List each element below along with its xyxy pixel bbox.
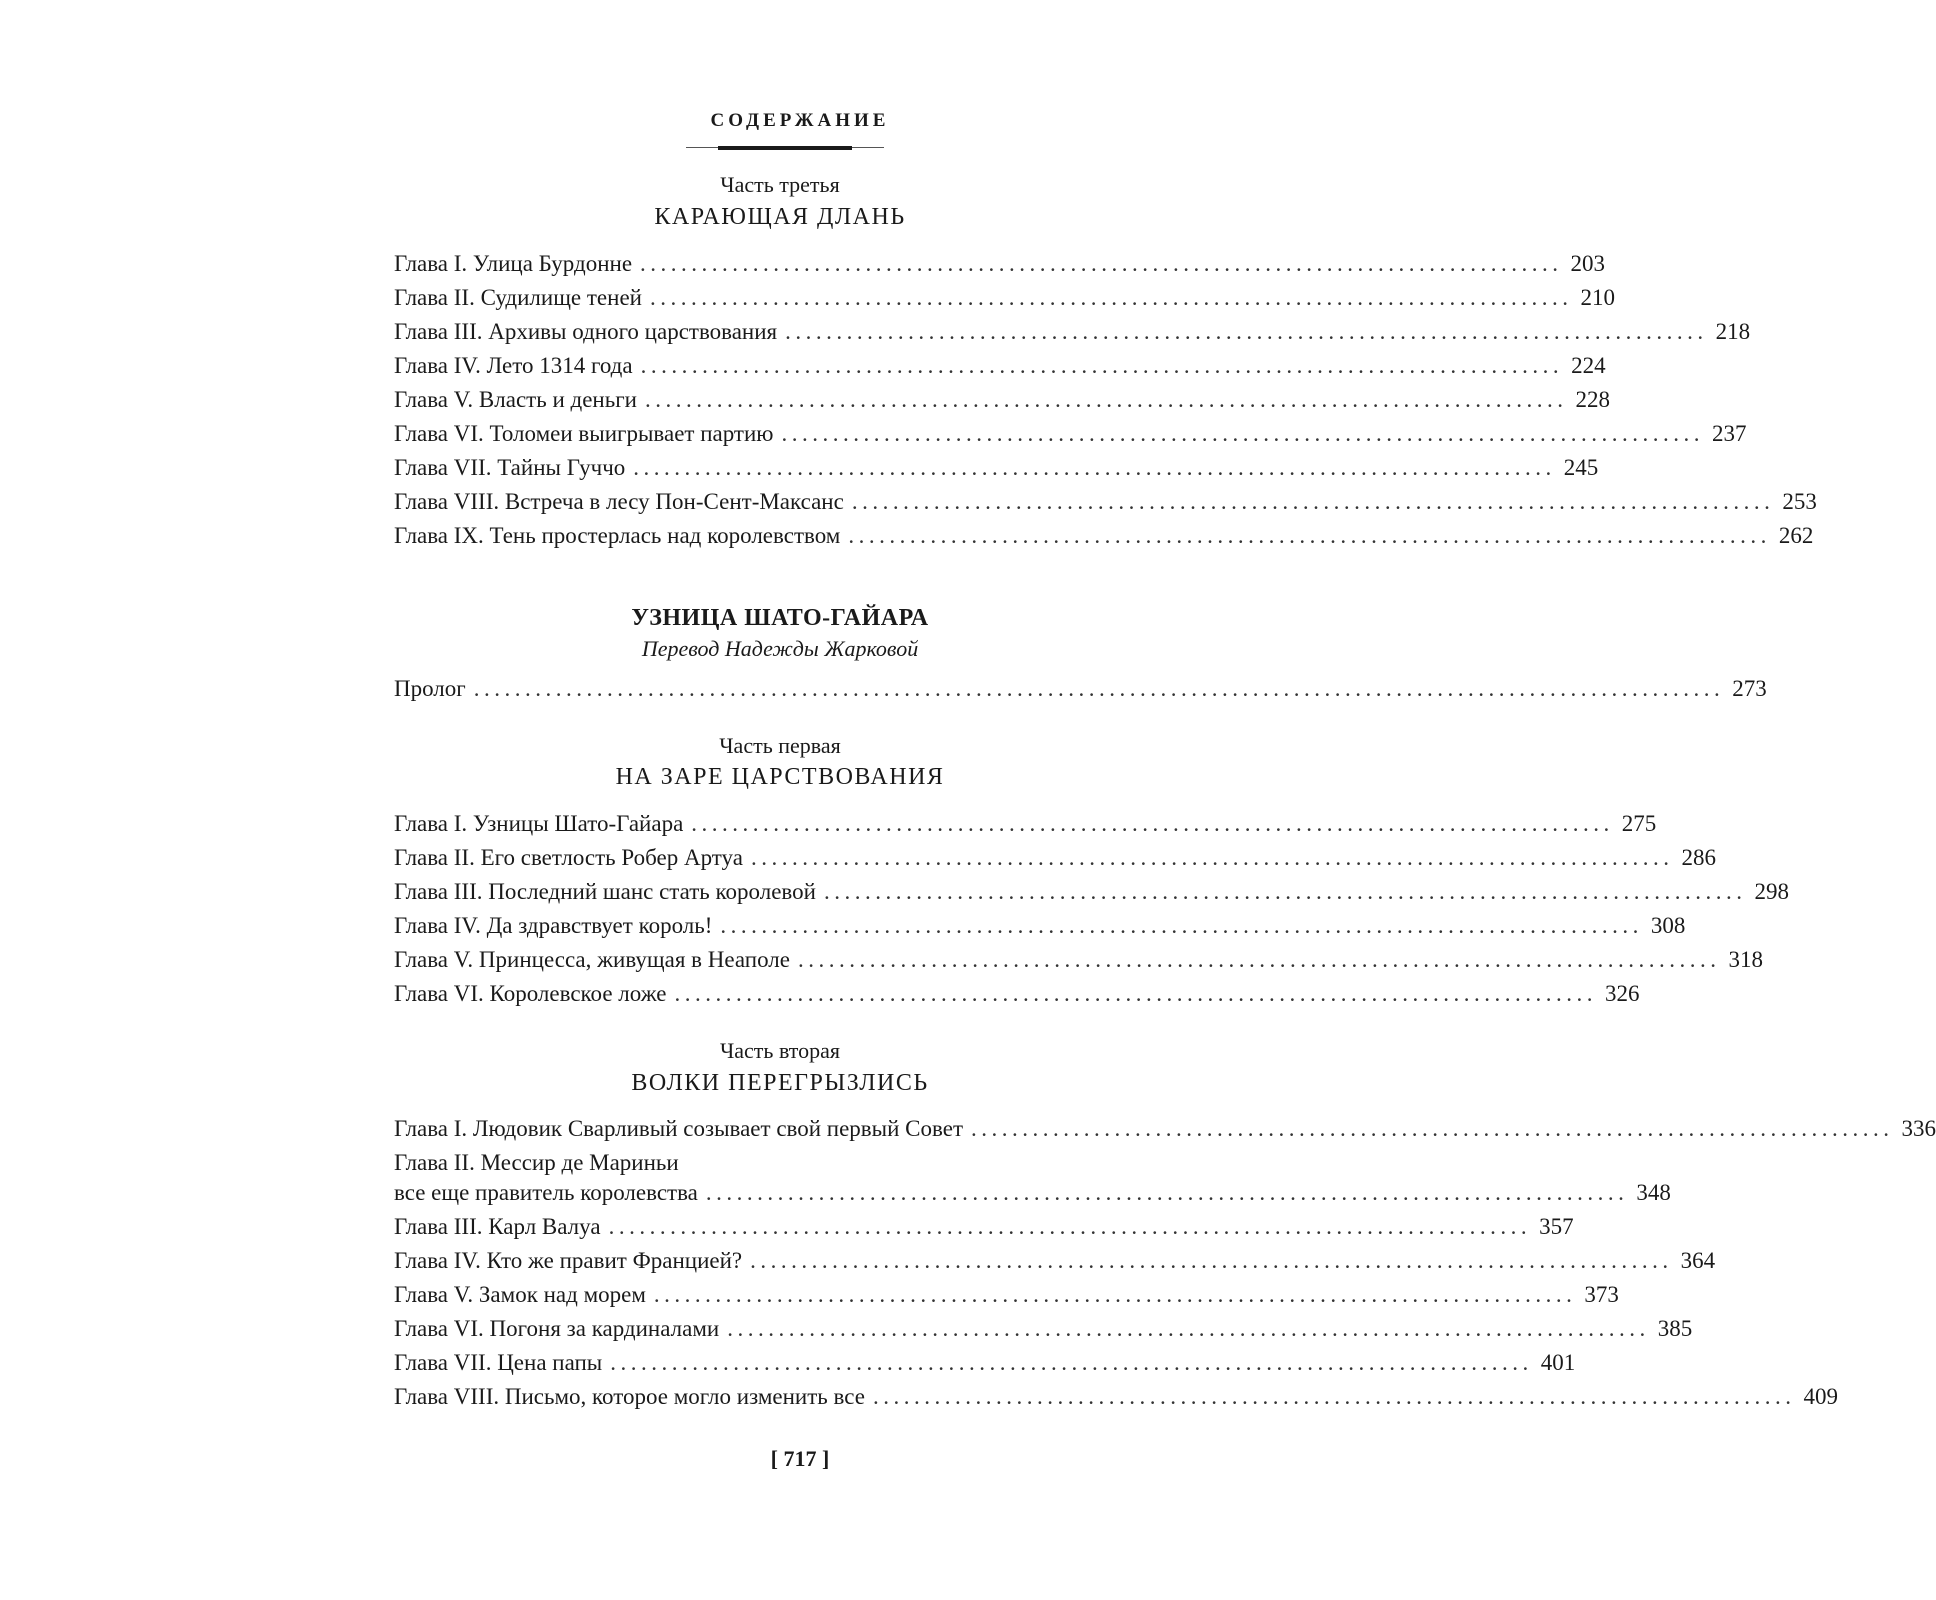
part-three-title: КАРАЮЩАЯ ДЛАНЬ: [654, 204, 906, 230]
toc-row[interactable]: [394, 844, 1716, 872]
book-title: УЗНИЦА ШАТО-ГАЙАРА: [631, 605, 929, 631]
toc-page-number: 224: [1571, 353, 1606, 378]
toc-row[interactable]: [394, 1383, 1838, 1411]
toc-chapter-title: Глава IX. Тень простерлась над королевством: [394, 523, 841, 548]
toc-row[interactable]: [394, 810, 1657, 838]
toc-page-number: 336: [1901, 1116, 1936, 1141]
toc-chapter-title: Глава II. Судилище теней: [394, 285, 642, 310]
toc-chapter-title: Глава IV. Да здравствует король!: [394, 913, 713, 938]
toc-row[interactable]: [394, 250, 1606, 278]
toc-chapter-title: Глава VI. Погоня за кардиналами: [394, 1316, 720, 1341]
toc-page-number: 275: [1621, 811, 1657, 836]
toc-leader-dots: ..........................................................................................: [851, 489, 1775, 514]
toc-leader-dots: ..........................................................................................: [633, 455, 1556, 480]
toc-leader-dots: ..........................................................................................: [971, 1116, 1894, 1141]
toc-chapter-title: Глава III. Карл Валуа: [394, 1214, 601, 1239]
toc-leader-dots: ..........................................................................................: [781, 421, 1704, 446]
toc-row[interactable]: [394, 912, 1686, 940]
toc-chapter-title: Глава IV. Лето 1314 года: [394, 353, 633, 378]
toc-chapter-title: Глава V. Принцесса, живущая в Неаполе: [394, 947, 790, 972]
toc-row[interactable]: [394, 1179, 1671, 1207]
toc-page-number: 298: [1754, 879, 1789, 904]
toc-page-number: 348: [1636, 1180, 1671, 1205]
toc-leader-dots: ..........................................................................................: [823, 879, 1747, 904]
toc-row[interactable]: [394, 386, 1610, 414]
toc-leader-dots: ..........................................................................................: [785, 319, 1708, 344]
book-translator: Перевод Надежды Жарковой: [641, 636, 919, 661]
toc-page-number: 318: [1728, 947, 1763, 972]
toc-leader-dots: ..........................................................................................: [608, 1214, 1532, 1239]
toc-chapter-title: Глава I. Улица Бурдонне: [394, 251, 633, 276]
toc-row[interactable]: [394, 284, 1615, 312]
toc-chapter-title: Глава VIII. Письмо, которое могло изменить все: [394, 1384, 865, 1409]
toc-row[interactable]: [394, 1115, 1936, 1143]
toc-leader-dots: ..........................................................................................: [640, 251, 1563, 276]
toc-leader-dots: ..........................................................................................: [720, 913, 1643, 938]
toc-leader-dots: ..........................................................................................: [610, 1350, 1533, 1375]
toc-leader-dots: ..........................................................................................: [727, 1316, 1650, 1341]
part-three-label: Часть третья: [720, 172, 840, 197]
page-number-folio: [ 717 ]: [770, 1446, 830, 1471]
toc-page-number: 286: [1681, 845, 1716, 870]
toc-page-number: 237: [1711, 421, 1747, 446]
toc-row[interactable]: [394, 1213, 1574, 1241]
toc-chapter-title: Глава V. Власть и деньги: [394, 387, 637, 412]
toc-leader-dots: ..........................................................................................: [872, 1384, 1796, 1409]
toc-row[interactable]: [394, 488, 1817, 516]
toc-leader-dots: ..........................................................................................: [848, 523, 1771, 548]
toc-chapter-title: Глава VII. Тайны Гуччо: [394, 455, 626, 480]
toc-page-number: 357: [1539, 1214, 1574, 1239]
toc-chapter-title: Глава V. Замок над морем: [394, 1282, 646, 1307]
running-head-rule-accent: [718, 146, 852, 150]
toc-chapter-title: Глава VI. Королевское ложе: [394, 981, 667, 1006]
toc-row[interactable]: [394, 980, 1640, 1008]
toc-chapter-title: Глава VIII. Встреча в лесу Пон-Сент-Максанс: [394, 489, 844, 514]
toc-row[interactable]: [394, 318, 1751, 346]
toc-chapter-title: Глава IV. Кто же правит Францией?: [394, 1248, 743, 1273]
toc-leader-dots: ..........................................................................................: [640, 353, 1564, 378]
toc-chapter-title: Глава II. Его светлость Робер Артуа: [394, 845, 743, 870]
toc-page-number: 228: [1575, 387, 1610, 412]
toc-leader-dots: ..........................................................................................: [797, 947, 1721, 972]
toc-leader-dots: ..........................................................................................: [674, 981, 1597, 1006]
toc-row[interactable]: [394, 1281, 1619, 1309]
toc-leader-dots: ..........................................................................................: [705, 1180, 1629, 1205]
toc-chapter-title: Глава VII. Цена папы: [394, 1350, 603, 1375]
toc-leader-dots: ..........................................................................................................................: [473, 676, 1725, 701]
toc-page-number: 308: [1650, 913, 1686, 938]
toc-chapter-title-line[interactable]: Глава II. Мессир де Мариньи: [394, 1150, 679, 1175]
toc-row[interactable]: [394, 352, 1606, 380]
toc-page-number: 203: [1570, 251, 1606, 276]
toc-row[interactable]: [394, 878, 1789, 906]
toc-page-number: 210: [1580, 285, 1615, 310]
toc-chapter-title-continued: все еще правитель королевства: [394, 1180, 698, 1205]
toc-page-number: 218: [1715, 319, 1751, 344]
toc-chapter-title: Глава III. Последний шанс стать королевой: [394, 879, 816, 904]
toc-page-number: 253: [1782, 489, 1817, 514]
part-one-label: Часть первая: [719, 733, 841, 758]
part-two-title: ВОЛКИ ПЕРЕГРЫЗЛИСЬ: [631, 1070, 929, 1096]
toc-chapter-title: Глава I. Узницы Шато-Гайара: [394, 811, 684, 836]
toc-page-number: 326: [1605, 981, 1640, 1006]
toc-row[interactable]: [394, 522, 1814, 550]
toc-row[interactable]: [394, 420, 1747, 448]
toc-prologue-title: Пролог: [394, 676, 466, 701]
toc-leader-dots: ..........................................................................................: [750, 1248, 1673, 1273]
toc-leader-dots: ..........................................................................................: [653, 1282, 1577, 1307]
toc-row[interactable]: [394, 1349, 1576, 1377]
toc-leader-dots: ..........................................................................................: [691, 811, 1614, 836]
toc-row[interactable]: [394, 675, 1767, 703]
part-one-title: НА ЗАРЕ ЦАРСТВОВАНИЯ: [615, 764, 945, 790]
toc-page-number: 364: [1680, 1248, 1716, 1273]
toc-row[interactable]: [394, 1247, 1716, 1275]
part-two-label: Часть вторая: [719, 1038, 841, 1063]
toc-page-number: 262: [1778, 523, 1814, 548]
toc-page-number: 385: [1657, 1316, 1693, 1341]
running-head: СОДЕРЖАНИЕ: [710, 110, 890, 131]
toc-page-number: 373: [1584, 1282, 1619, 1307]
toc-page-number: 401: [1540, 1350, 1576, 1375]
toc-leader-dots: ..........................................................................................: [649, 285, 1573, 310]
toc-chapter-title: Глава I. Людовик Сварливый созывает свой первый Совет: [394, 1116, 964, 1141]
toc-chapter-title: Глава VI. Толомеи выигрывает партию: [394, 421, 774, 446]
toc-leader-dots: ..........................................................................................: [750, 845, 1674, 870]
toc-row[interactable]: [394, 1315, 1693, 1343]
toc-page-number: 245: [1563, 455, 1599, 480]
toc-leader-dots: ..........................................................................................: [644, 387, 1568, 412]
toc-row[interactable]: [394, 454, 1599, 482]
toc-row[interactable]: [394, 946, 1763, 974]
toc-chapter-title: Глава III. Архивы одного царствования: [394, 319, 778, 344]
toc-page-number: 409: [1803, 1384, 1838, 1409]
toc-page-number: 273: [1732, 676, 1767, 701]
